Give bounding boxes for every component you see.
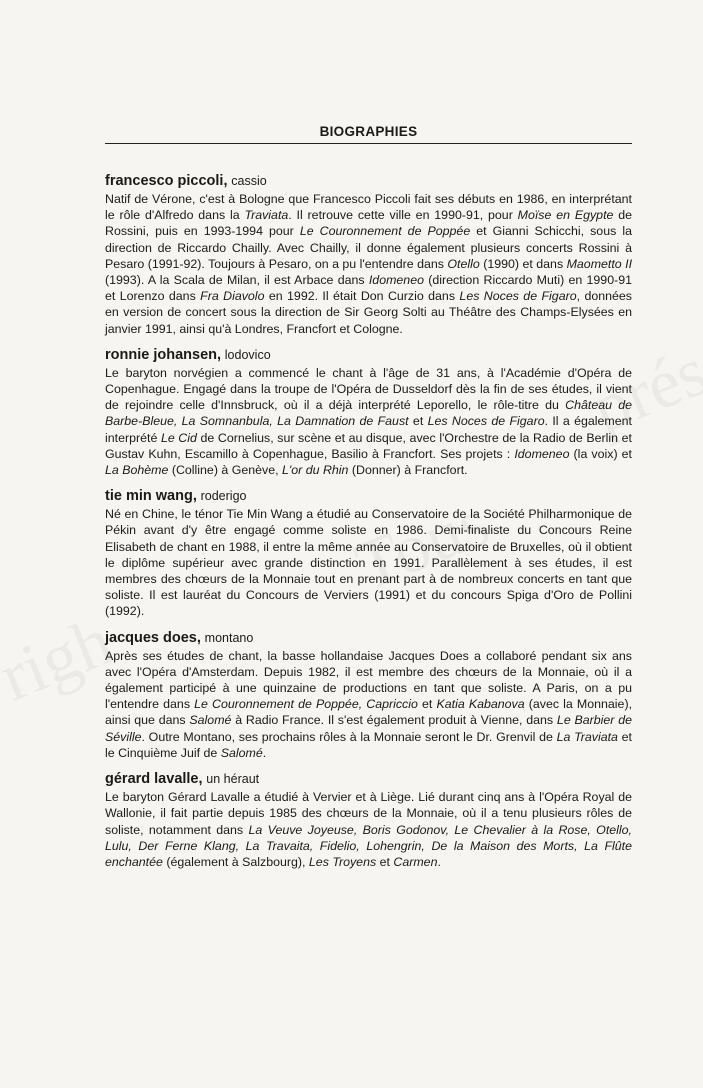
bio-role: roderigo xyxy=(200,489,247,504)
bio-role: lodovico xyxy=(224,347,271,362)
work-title: Idomeneo xyxy=(368,273,424,288)
bio-role: cassio xyxy=(231,174,267,188)
bio-jacques-does xyxy=(105,629,632,761)
bio-name: jacques does, xyxy=(105,629,201,646)
work-title: Le Couronnement de Poppée xyxy=(299,224,471,239)
work-title: La Veuve Joyeuse, Boris Godonov, Le Chevalier à la Rose, Otello, Lulu, Der Ferne Klang, La Travaita, Fidelio, Lohengrin, De la Maison des Morts, La Flûte enchantée xyxy=(105,822,632,869)
bio-role: un héraut xyxy=(206,772,260,787)
work-title: Salomé xyxy=(189,713,232,728)
work-title: Le Couronnement de Poppée, Capriccio xyxy=(194,697,418,712)
biographies-list xyxy=(105,172,632,879)
work-title: Carmen xyxy=(393,854,438,869)
work-title: Salomé xyxy=(220,745,263,760)
work-title: Moïse en Egypte xyxy=(517,208,614,223)
work-title: Les Troyens xyxy=(308,854,377,869)
work-title: Château de Barbe-Bleue, La Somnanbula, La Damnation de Faust xyxy=(105,398,632,429)
bio-text: Natif de Vérone, c'est à Bologne que Francesco Piccoli fait ses débuts en 1986, en interprétant le rôle d'Alfredo dans la Traviata. Il retrouve cette ville en 1990-91, pour Moïse en Egypte de Rossini, puis en 1993-1994 pour Le Couronnement de Poppée et Gianni Schicchi, sous la direction de Riccardo Chailly. Avec Chailly, il donne également plusieurs concerts Rossini à Pesaro (1991-92). Toujours à Pesaro, on a pu l'entendre dans Otello (1990) et dans Maometto II (1993). A la Scala de Milan, il est Arbace dans Idomeneo (direction Riccardo Muti) en 1990-91 et Lorenzo dans Fra Diavolo en 1992. Il était Don Curzio dans Les Noces de Figaro, données en version de concert sous la direction de Sir Georg Solti au Théâtre des Champs-Elysées en janvier 1991, ainsi qu'à Londres, Francfort et Cologne. xyxy=(105,192,633,336)
page-title: BIOGRAPHIES xyxy=(105,124,632,144)
bio-francesco-piccoli xyxy=(105,172,632,337)
bio-text: Après ses études de chant, la basse hollandaise Jacques Does a collaboré pendant six ans avec l'Opéra d'Amsterdam. Depuis 1982, il est membre des chœurs de la Monnaie, où il a également participé à une quinzaine de productions en tant que soliste. A Paris, on a pu l'entendre dans Le Couronnement de Poppée, Capriccio et Katia Kabanova (avec la Monnaie), ainsi que dans Salomé à Radio France. Il s'est également produit à Vienne, dans Le Barbier de Séville. Outre Montano, ses prochains rôles à la Monnaie seront le Dr. Grenvil de La Traviata et le Cinquième Juif de Salomé. xyxy=(105,648,633,760)
bio-text: Le baryton norvégien a commencé le chant à l'âge de 31 ans, à l'Académie d'Opéra de Copenhague. Engagé dans la troupe de l'Opéra de Dusseldorf dès la fin de ses études, il vient de rejoindre celle d'Innsbruck, où il a déjà interprété Leporello, le rôle-titre du Château de Barbe-Bleue, La Somnanbula, La Damnation de Faust et Les Noces de Figaro. Il a également interprété Le Cid de Cornelius, sur scène et au disque, avec l'Orchestre de la Radio de Berlin et Gustav Kuhn, Escamillo à Copenhague, Basilio à Francfort. Ses projets : Idomeneo (la voix) et La Bohème (Colline) à Genève, L'or du Rhin (Donner) à Francfort. xyxy=(105,365,633,478)
bio-name: gérard lavalle, xyxy=(105,771,203,788)
bio-role: montano xyxy=(204,630,254,645)
bio-gerard-lavalle xyxy=(105,770,632,870)
work-title: Idomeneo xyxy=(514,446,570,461)
work-title: Les Noces de Figaro xyxy=(427,414,545,429)
bio-name: francesco piccoli, xyxy=(105,173,228,189)
bio-name: ronnie johansen, xyxy=(105,346,222,363)
bio-text: Le baryton Gérard Lavalle a étudié à Vervier et à Liège. Lié durant cinq ans à l'Opéra Royal de Wallonie, il fait partie depuis 1985 des chœurs de la Monnaie, où il a tenu plusieurs rôles de soliste, notamment dans La Veuve Joyeuse, Boris Godonov, Le Chevalier à la Rose, Otello, Lulu, Der Ferne Klang, La Travaita, Fidelio, Lohengrin, De la Maison des Morts, La Flûte enchantée (également à Salzbourg), Les Troyens et Carmen. xyxy=(105,790,632,869)
work-title: Fra Diavolo xyxy=(200,289,265,304)
bio-name: tie min wang, xyxy=(105,488,197,505)
work-title: La Traviata xyxy=(556,729,618,744)
work-title: Le Barbier de Séville xyxy=(105,713,632,744)
bio-tie-min-wang xyxy=(105,487,632,619)
work-title: Les Noces de Figaro xyxy=(459,289,577,304)
work-title: Traviata xyxy=(244,208,289,223)
work-title: L'or du Rhin xyxy=(282,463,349,478)
work-title: Le Cid xyxy=(160,430,197,445)
bio-text: Né en Chine, le ténor Tie Min Wang a étudié au Conservatoire de la Société Philharmonique de Pékin avant d'y être engagé comme soliste en 1986. Demi-finaliste du Concours Reine Elisabeth de chant en 1988, il entre la même année au Conservatoire de Bruxelles, où il obtient le diplôme supérieur avec grande distinction en 1991. Parallèlement à ses études, il est membres des chœurs de la Monnaie tout en prenant part à de nombreux concerts en tant que soliste. Il est lauréat du Concours de Verviers (1991) et du concours Spiga d'Oro de Pollini (1992). xyxy=(105,507,632,619)
work-title: Katia Kabanova xyxy=(436,697,525,712)
bio-ronnie-johansen xyxy=(105,346,632,478)
work-title: Maometto II xyxy=(566,256,633,271)
work-title: Otello xyxy=(447,256,480,271)
work-title: La Bohème xyxy=(105,463,169,478)
